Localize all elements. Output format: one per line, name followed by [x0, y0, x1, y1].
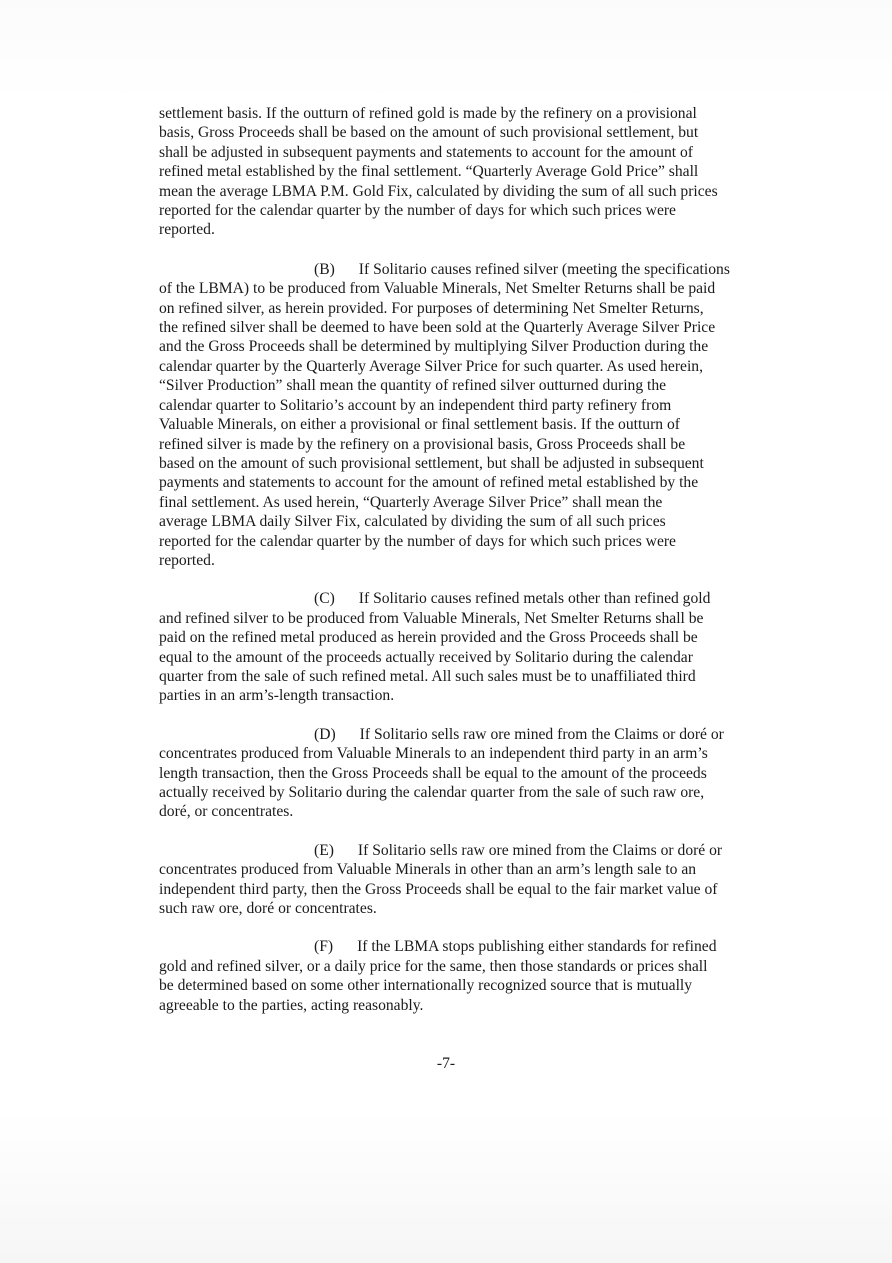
page-number: -7- — [436, 1055, 456, 1072]
text-line — [159, 396, 771, 415]
line-text: settlement basis. If the outturn of refined gold is made by the refinery on a provisional — [159, 105, 697, 122]
line-text: paid on the refined metal produced as herein provided and the Gross Proceeds shall be — [159, 629, 698, 647]
line-text: and refined silver to be produced from Valuable Minerals, Net Smelter Returns shall be — [159, 609, 704, 627]
text-line — [159, 860, 771, 879]
paragraph-label: (D) — [314, 725, 336, 743]
text-line — [159, 182, 771, 201]
line-text: be determined based on some other internationally recognized source that is mutually — [159, 977, 693, 995]
text-line — [159, 454, 771, 473]
text-line — [159, 880, 771, 899]
line-text: If Solitario sells raw ore mined from the Claims or doré or — [357, 841, 723, 859]
text-line — [159, 841, 771, 860]
text-line — [159, 609, 771, 628]
text-line — [159, 260, 771, 279]
text-line — [159, 667, 771, 686]
text-line — [159, 143, 771, 162]
paragraph-c — [159, 589, 771, 705]
text-line — [159, 937, 771, 956]
line-text: doré, or concentrates. — [159, 803, 294, 821]
line-text: reported. — [159, 221, 215, 239]
text-line — [159, 357, 771, 376]
line-text: based on the amount of such provisional settlement, but shall be adjusted in subsequent — [159, 454, 704, 472]
paragraph-e — [159, 841, 771, 919]
line-text: such raw ore, doré or concentrates. — [159, 900, 377, 918]
line-text: mean the average LBMA P.M. Gold Fix, calculated by dividing the sum of all such prices — [159, 182, 718, 200]
paragraph-f — [159, 937, 771, 1015]
line-text: Valuable Minerals, on either a provisional or final settlement basis. If the outturn of — [159, 416, 680, 434]
line-text: If Solitario causes refined metals other than refined gold — [358, 590, 711, 608]
line-text: If Solitario sells raw ore mined from the Claims or doré or — [359, 725, 724, 743]
text-line — [159, 473, 771, 492]
text-line — [159, 744, 771, 763]
paragraph-b — [159, 260, 771, 571]
line-text: actually received by Solitario during the calendar quarter from the sale of such raw ore, — [159, 784, 705, 801]
line-text: and the Gross Proceeds shall be determined by multiplying Silver Production during the — [159, 338, 709, 356]
text-line — [159, 376, 771, 395]
line-text: average LBMA daily Silver Fix, calculated by dividing the sum of all such prices — [159, 513, 666, 531]
line-text: reported. — [159, 551, 215, 569]
text-line — [159, 279, 771, 298]
text-line — [159, 764, 771, 783]
text-line — [159, 162, 771, 181]
line-text: final settlement. As used herein, “Quarterly Average Silver Price” shall mean the — [159, 493, 663, 511]
text-line — [159, 337, 771, 356]
text-line — [159, 783, 771, 802]
text-line — [159, 435, 771, 454]
text-line — [159, 725, 771, 744]
paragraph-label: (C) — [314, 590, 335, 608]
line-text: reported for the calendar quarter by the number of days for which such prices were — [159, 532, 676, 550]
text-line — [159, 589, 771, 608]
text-line — [159, 532, 771, 551]
text-line — [159, 551, 771, 570]
line-text: equal to the amount of the proceeds actually received by Solitario during the calendar — [159, 648, 693, 666]
text-line — [159, 976, 771, 995]
line-text: If the LBMA stops publishing either standards for refined — [357, 938, 717, 956]
line-text: length transaction, then the Gross Proceeds shall be equal to the amount of the proceeds — [159, 764, 707, 782]
line-text: on refined silver, as herein provided. For purposes of determining Net Smelter Returns, — [159, 299, 704, 317]
line-text: gold and refined silver, or a daily price for the same, then those standards or prices shall — [159, 957, 708, 975]
text-line — [159, 415, 771, 434]
line-text: shall be adjusted in subsequent payments and statements to account for the amount of — [159, 143, 693, 161]
line-text: refined silver is made by the refinery on a provisional basis, Gross Proceeds shall be — [159, 435, 686, 453]
text-line — [159, 899, 771, 918]
paragraph-label: (E) — [314, 841, 334, 859]
paragraph-continuation — [159, 104, 771, 240]
line-text: of the LBMA) to be produced from Valuable Minerals, Net Smelter Returns shall be paid — [159, 280, 716, 298]
text-line — [159, 104, 771, 123]
line-text: calendar quarter to Solitario’s account by an independent third party refinery from — [159, 396, 672, 414]
line-text: If Solitario causes refined silver (meeting the specifications — [358, 260, 730, 278]
text-line — [159, 957, 771, 976]
line-text: the refined silver shall be deemed to have been sold at the Quarterly Average Silver Price — [159, 319, 716, 337]
line-text: independent third party, then the Gross Proceeds shall be equal to the fair market value of — [159, 880, 718, 898]
text-line — [159, 220, 771, 239]
line-text: parties in an arm’s-length transaction. — [159, 687, 395, 705]
text-line — [159, 123, 771, 142]
line-text: reported for the calendar quarter by the number of days for which such prices were — [159, 202, 676, 220]
paragraph-label: (F) — [314, 938, 334, 956]
text-line — [159, 201, 771, 220]
text-line — [159, 628, 771, 647]
text-line — [159, 512, 771, 531]
text-line — [159, 686, 771, 705]
text-line — [159, 493, 771, 512]
text-line — [159, 318, 771, 337]
document-body — [159, 104, 771, 1034]
line-text: concentrates produced from Valuable Minerals to an independent third party in an arm’s — [159, 745, 708, 763]
line-text: basis, Gross Proceeds shall be based on the amount of such provisional settlement, but — [159, 124, 699, 142]
text-line — [159, 996, 771, 1015]
line-text: payments and statements to account for the amount of refined metal established by the — [159, 474, 699, 492]
line-text: calendar quarter by the Quarterly Average Silver Price for such quarter. As used herein, — [159, 357, 703, 375]
text-line — [159, 648, 771, 667]
text-line — [159, 299, 771, 318]
line-text: “Silver Production” shall mean the quantity of refined silver outturned during the — [159, 377, 667, 395]
text-line — [159, 802, 771, 821]
line-text: concentrates produced from Valuable Minerals in other than an arm’s length sale to an — [159, 861, 697, 879]
line-text: quarter from the sale of such refined metal. All such sales must be to unaffiliated third — [159, 667, 696, 685]
line-text: agreeable to the parties, acting reasonably. — [159, 996, 424, 1014]
paragraph-d — [159, 725, 771, 822]
line-text: refined metal established by the final settlement. “Quarterly Average Gold Price” shall — [159, 163, 699, 181]
paragraph-label: (B) — [314, 260, 335, 278]
